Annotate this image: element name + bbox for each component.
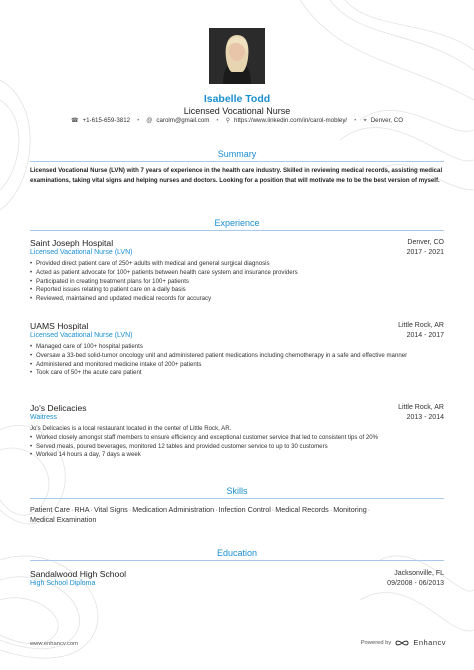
company-name: UAMS Hospital [30,321,89,331]
job-location: Denver, CO [407,239,444,246]
brand-name: Enhancv [413,638,446,647]
education-entry [30,569,444,591]
job-location: Little Rock, AR [398,322,444,329]
bullet-item: • Served meals, poured beverages, monitored 12 tables and provided customer service to up to 30 customers [30,443,444,452]
bullet-item: • Oversaw a 33-bed solid-tumor oncology unit and administered patient medications including chemotherapy in a safe and effective manner [30,352,444,361]
skill-item: RHA [74,505,90,514]
skill-item: Medication Administration [132,505,215,514]
profile-photo [209,28,265,84]
bullet-item: • Reported issues relating to patient care on a daily basis [30,286,444,295]
job-bullets [30,343,444,378]
phone-contact[interactable] [69,117,132,124]
footer-branding [361,638,446,647]
skill-item: Monitoring [333,505,367,514]
location-icon: ⌖ [363,118,367,124]
company-name: Jo's Delicacies [30,403,87,413]
company-name: Saint Joseph Hospital [30,238,114,248]
skill-item: Medical Records [275,505,329,514]
bullet-item: • Managed care of 100+ hospital patients [30,343,444,352]
separator: • [137,117,140,124]
education-heading: Education [216,548,258,558]
phone-text: +1-615-659-3812 [82,117,131,124]
bullet-item: • Participated in creating treatment plans for 100+ patients [30,278,444,287]
skill-item: Vital Signs [93,505,128,514]
separator: • [354,117,357,124]
skill-item: Medical Examination [30,515,97,524]
person-silhouette-icon [209,28,265,84]
email-text: carolm@gmail.com [156,117,210,124]
school-location: Jacksonville, FL [394,570,444,577]
link-icon: ⚲ [225,118,230,124]
candidate-name: Isabelle Todd [203,93,271,105]
linkedin-contact[interactable] [224,117,350,124]
bullet-item: • Provided direct patient care of 250+ adults with medical and general surgical diagnosis [30,260,444,269]
job-entry [30,238,444,304]
skills-list: Patient Care·RHA·Vital Signs·Medication Administration·Infection Control·Medical Records·Monitoring· Medical Examination [30,505,371,524]
summary-text: Licensed Vocational Nurse (LVN) with 7 years of experience in the health care industry. Skilled in reviewing medical records, assisting medical examinations, taking vital signs and helping nurses and doctors. Looking for a position that will motivate me to be the best version of myself. [30,167,443,184]
summary-divider [30,161,444,162]
job-bullets [30,260,444,304]
job-dates: 2013 - 2014 [406,414,444,421]
company-description: Jo's Delicacies is a local restaurant located in the center of Little Rock, AR. [30,425,232,432]
skills-heading: Skills [226,486,248,496]
school-name: Sandalwood High School [30,569,127,579]
education-dates: 09/2008 - 06/2013 [387,580,444,587]
job-entry [30,403,444,460]
summary-heading: Summary [217,149,257,159]
skills-divider [30,498,444,499]
bullet-item: • Acted as patient advocate for 100+ patients between health care system and insurance providers [30,269,444,278]
email-icon: @ [146,118,153,124]
bullet-item: • Reviewed, maintained and updated medical records for accuracy [30,295,444,304]
job-location: Little Rock, AR [398,404,444,411]
education-divider [30,560,444,561]
experience-divider [30,230,444,231]
job-entry [30,321,444,378]
separator: • [216,117,219,124]
enhancv-logo-icon [395,639,409,647]
linkedin-text: https://www.linkedin.com/in/carol-mobley/ [234,117,348,124]
location-text: Denver, CO [370,117,404,124]
job-role: Licensed Vacational Nurse (LVN) [30,332,133,339]
phone-icon: ☎ [70,118,79,124]
job-bullets [30,434,444,460]
experience-heading: Experience [214,218,260,228]
job-role: Licensed Vacational Nurse (LVN) [30,249,133,256]
degree: High School Diploma [30,580,96,587]
location-contact [361,117,405,124]
powered-by-label: Powered by [360,639,392,646]
bullet-item: • Took care of 50+ the acute care patient [30,369,444,378]
candidate-title: Licensed Vocational Nurse [183,106,291,116]
bullet-item: • Worked 14 hours a day, 7 days a week [30,451,444,460]
contact-info [0,117,474,125]
job-role: Waitress [30,414,57,421]
footer-website[interactable]: www.enhancv.com [30,641,78,647]
bullet-item: • Administered and monitored medicine intake of 200+ patients [30,361,444,370]
skill-item: Infection Control [218,505,271,514]
bullet-item: • Worked closely amongst staff members to ensure efficiency and exceptional customer service that led to consistent tips of 20% [30,434,444,443]
skill-item: Patient Care [30,505,70,514]
email-contact[interactable] [144,117,211,124]
job-dates: 2017 - 2021 [406,249,444,256]
job-dates: 2014 - 2017 [406,332,444,339]
